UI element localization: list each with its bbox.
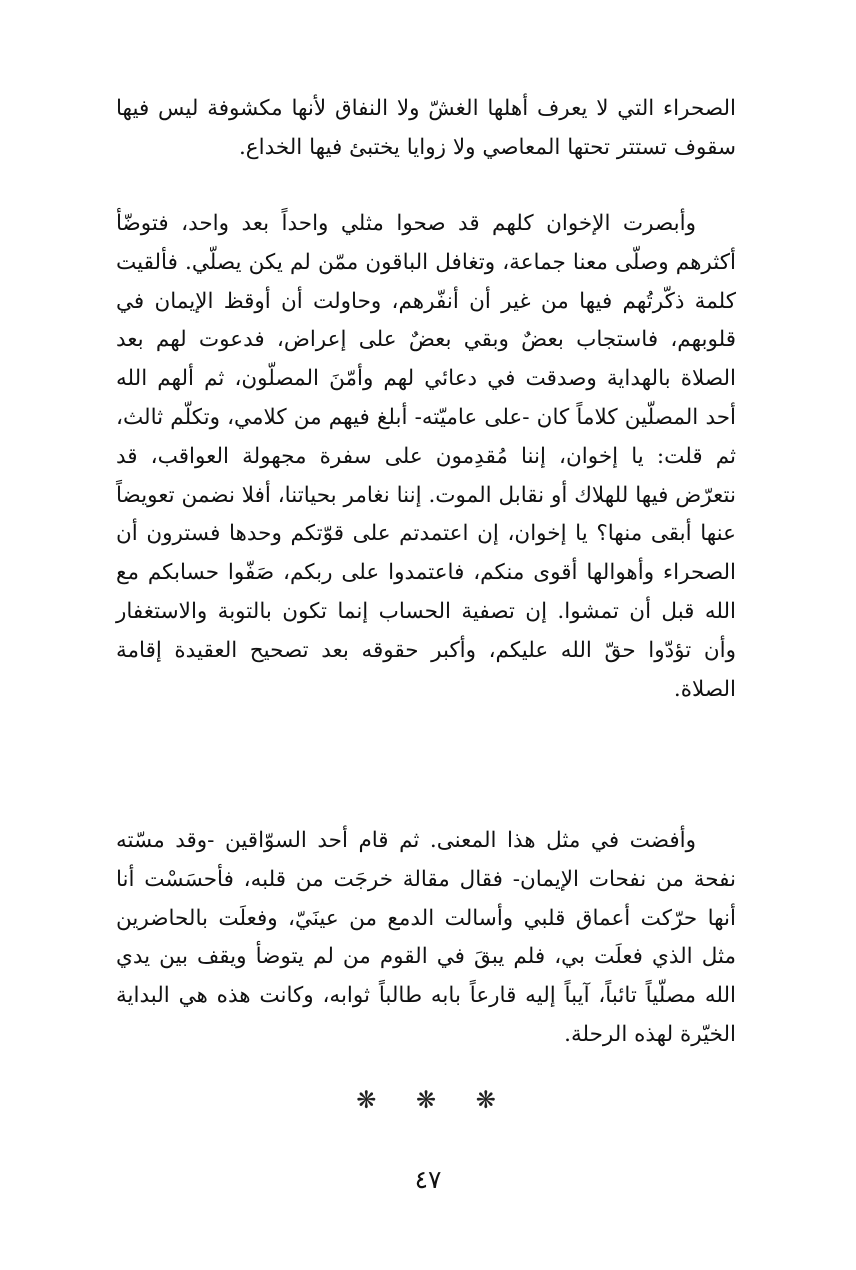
paragraph-1: الصحراء التي لا يعرف أهلها الغشّ ولا النفاق لأنها مكشوفة ليس فيها سقوف تستتر تحتها المعاصي ولا زوايا يختبئ فيها الخداع. — [116, 96, 736, 160]
separator-asterisk-icon: ❋ — [356, 1086, 381, 1114]
paragraph-closing — [116, 822, 736, 1055]
section-separator — [0, 1086, 856, 1114]
paragraph-3: وأفضت في مثل هذا المعنى. ثم قام أحد السوّاقين -وقد مسّته نفحة من نفحات الإيمان- فقال مقالة خرجَت من قلبه، فأحسَسْت أنا أنها حرّكت أعماق قلبي وأسالت الدمع من عينَيّ، وفعلَت بالحاضرين مثل الذي فعلَت بي، فلم يبقَ في القوم من لم يتوضأ ويقف بين يدي الله مصلّياً تائباً، آيباً إليه قارعاً بابه طالباً ثوابه، وكانت هذه هي البداية الخيّرة لهذه الرحلة. — [116, 828, 736, 1047]
separator-asterisk-icon: ❋ — [415, 1086, 441, 1114]
paragraph-sermon — [116, 205, 736, 709]
page-number: ٤٧ — [414, 1165, 442, 1194]
separator-asterisk-icon: ❋ — [475, 1086, 500, 1114]
paragraph-2: وأبصرت الإخوان كلهم قد صحوا مثلي واحداً بعد واحد، فتوضّأ أكثرهم وصلّى معنا جماعة، وتغافل الباقون ممّن لم يكن يصلّي. فألقيت كلمة ذكّرتُهم فيها من غير أن أنفّرهم، وحاولت أن أوقظ الإيمان في قلوبهم، فاستجاب بعضٌ وبقي بعضٌ على إعراض، فدعوت لهم بعد الصلاة بالهداية وصدقت في دعائي لهم وأمّنَ المصلّون، ثم ألهم الله أحد المصلّين كلاماً كان -على عاميّته- أبلغ فيهم من كلامي، وتكلّم ثالث، ثم قلت: يا إخوان، إننا مُقدِمون على سفرة مجهولة العواقب، قد نتعرّض فيها للهلاك أو نقابل الموت. إننا نغامر بحياتنا، أفلا نضمن تعويضاً عنها أبقى منها؟ يا إخوان، إن اعتمدتم على قوّتكم وحدها فسترون أن الصحراء وأهوالها أقوى منكم، فاعتمدوا على ربكم، صَفّوا حسابكم مع الله قبل أن تمشوا. إن تصفية الحساب إنما تكون بالتوبة والاستغفار وأن تؤدّوا حقّ الله عليكم، وأكبر حقوقه بعد تصحيح العقيدة إقامة الصلاة. — [116, 211, 736, 702]
paragraph-continuation — [116, 90, 736, 168]
